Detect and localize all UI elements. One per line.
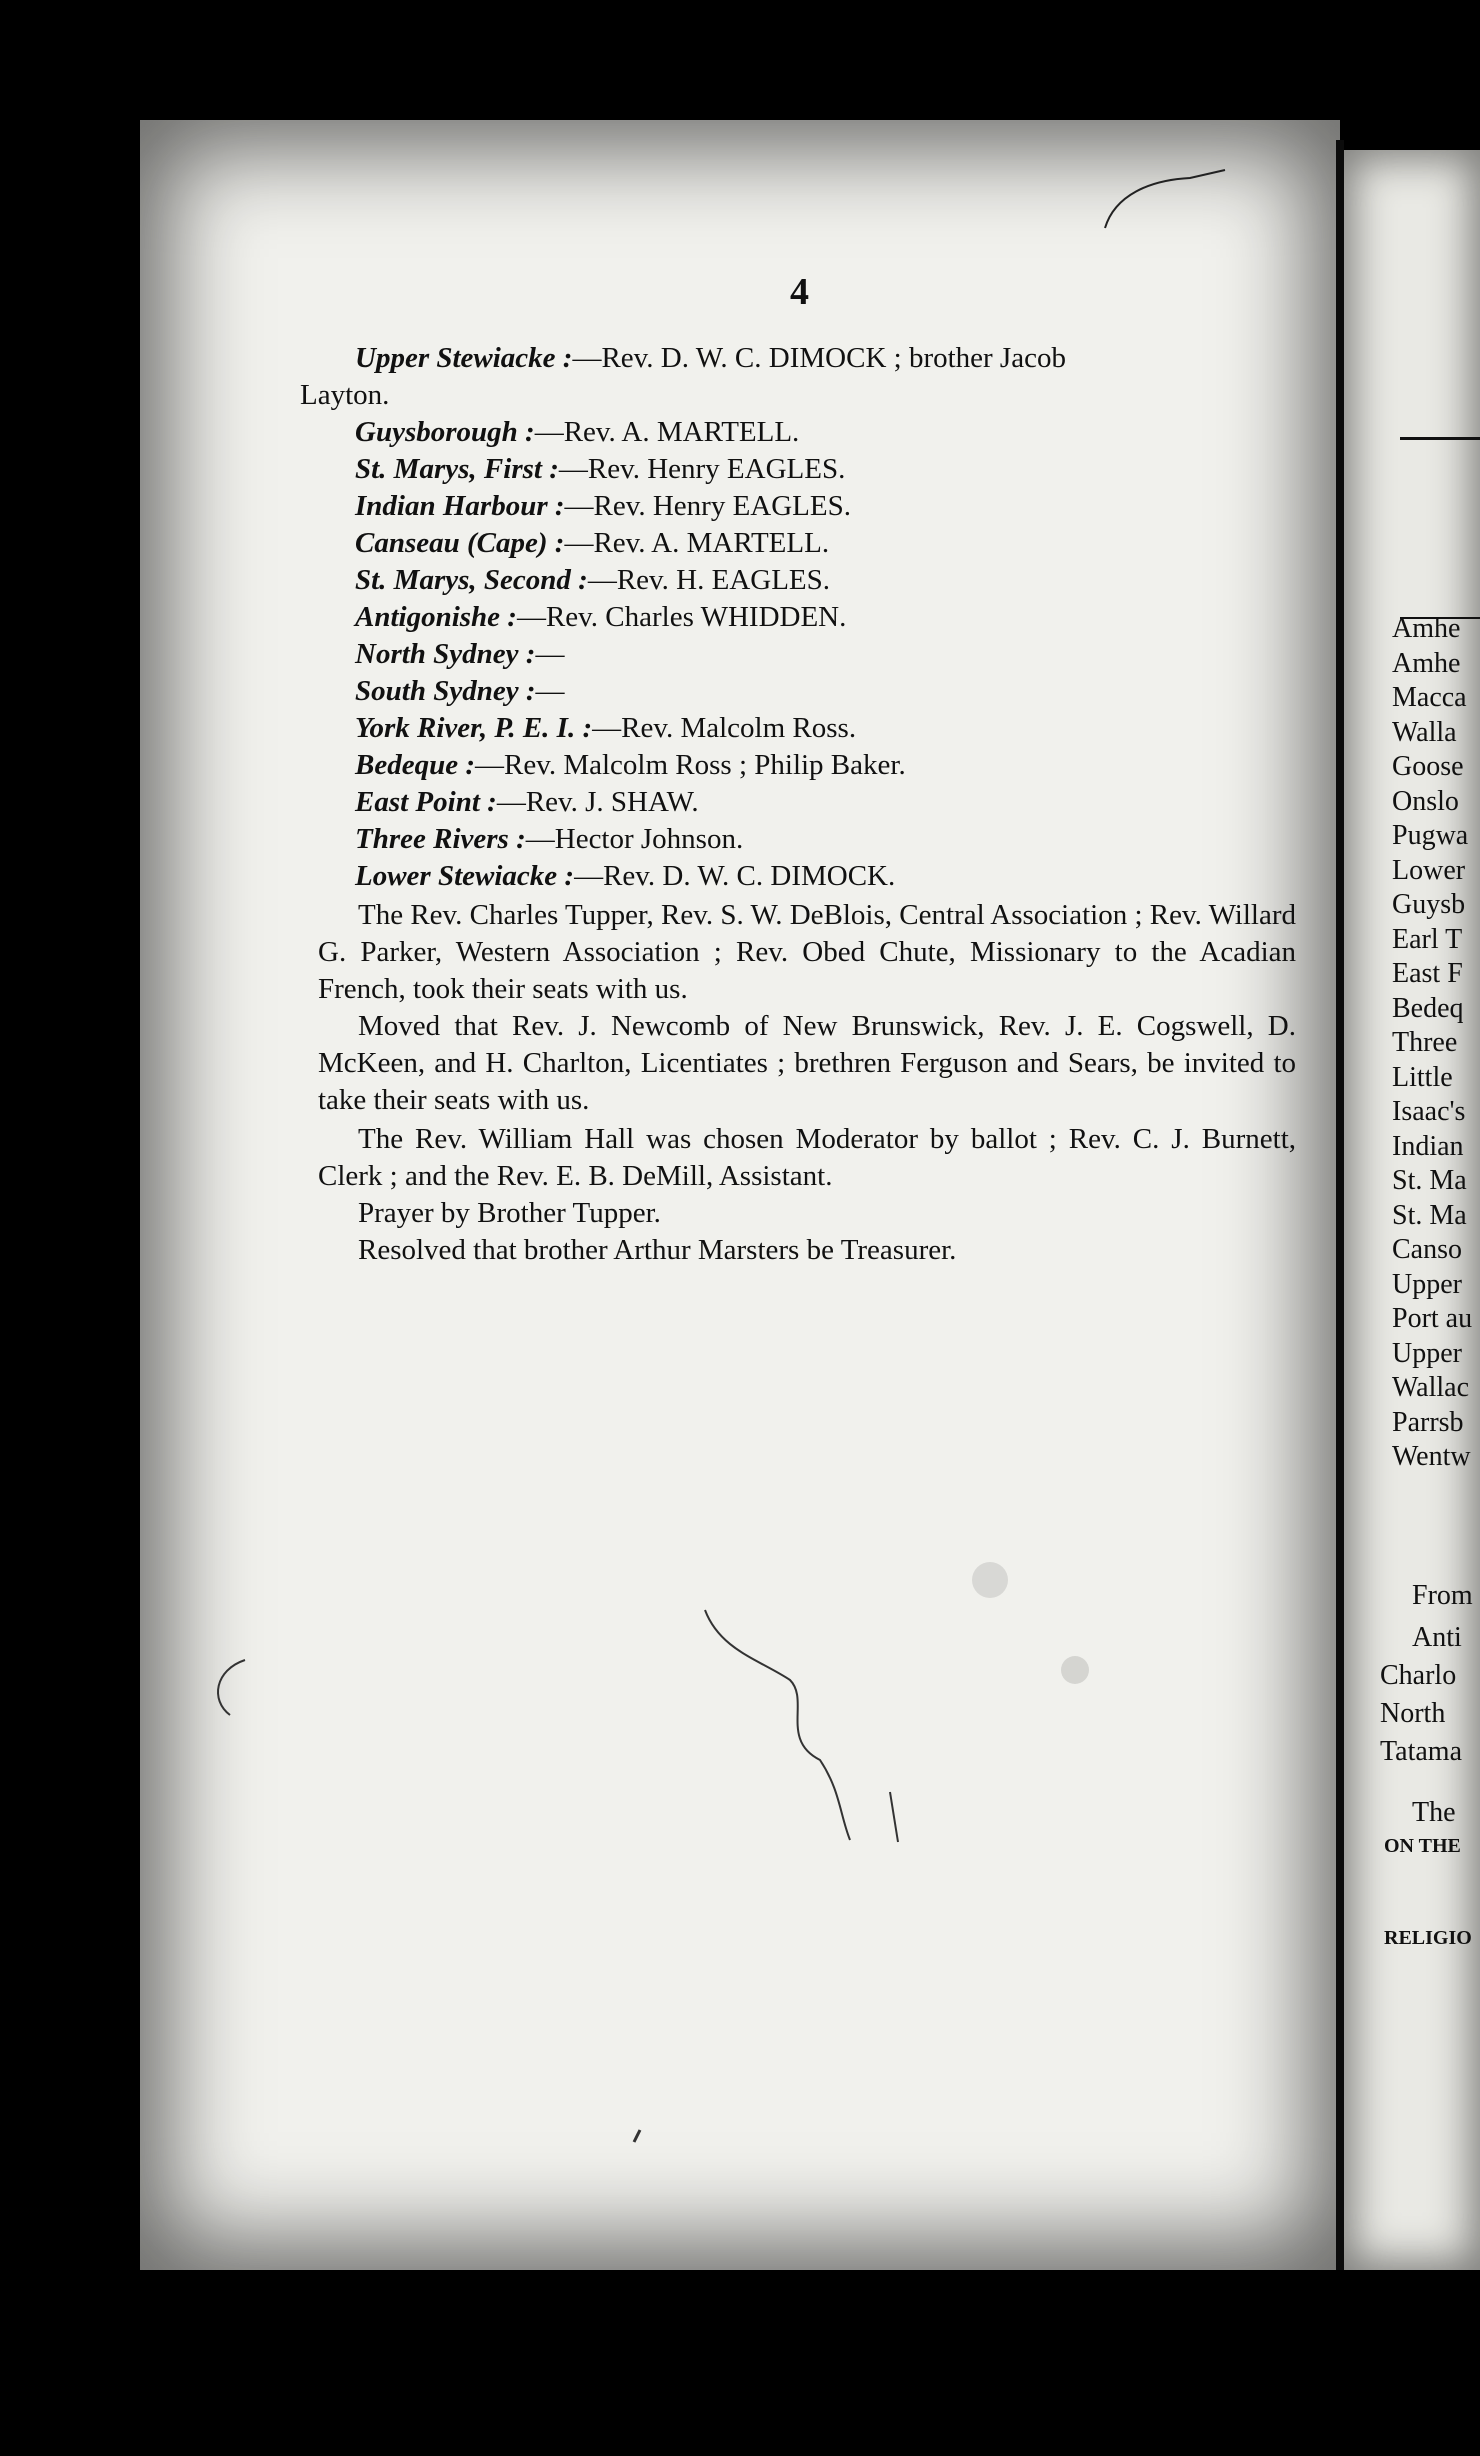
delegate-names: —Rev. D. W. C. DIMOCK ; brother Jacob (572, 342, 1066, 374)
delegate-names: — (535, 675, 565, 707)
right-list-item: Wentw (1392, 1441, 1471, 1472)
right-list-item: St. Ma (1392, 1165, 1467, 1196)
right-list-item: Walla (1392, 716, 1457, 748)
delegate-names: —Rev. A. MARTELL. (564, 527, 830, 559)
right-list-item: Macca (1392, 682, 1467, 713)
right-lower-item: Anti (1412, 1622, 1462, 1653)
church-name: South Sydney : (355, 675, 536, 707)
right-list-item: Indian (1392, 1130, 1464, 1162)
delegate-names: —Rev. J. SHAW. (496, 786, 699, 818)
delegate-names: Layton. (300, 379, 390, 411)
delegate-names: —Rev. Malcolm Ross. (592, 712, 857, 744)
right-list-item: Upper (1392, 1337, 1462, 1369)
right-lower-item: Tatama (1380, 1736, 1462, 1767)
church-name: Three Rivers : (355, 823, 526, 855)
right-lower-item: From (1412, 1580, 1473, 1611)
right-list-item: Little (1392, 1061, 1453, 1093)
delegate-names: —Rev. Charles WHIDDEN. (516, 601, 847, 633)
right-lower-item: ON THE (1384, 1835, 1461, 1857)
right-list-item: Pugwa (1392, 820, 1469, 851)
paragraph-motion: Moved that Rev. J. Newcomb of New Brunswick, Rev. J. E. Cogswell, D. McKeen, and H. Charlton, Licentiates ; brethren Ferguson and Sears, be invited to take their seats with us. (318, 1010, 1296, 1116)
paragraph-prayer: Prayer by Brother Tupper. (358, 1197, 661, 1229)
right-list-item: Onslo (1392, 785, 1459, 817)
right-list-item: Bedeq (1392, 992, 1464, 1024)
church-name: Antigonishe : (355, 601, 517, 633)
delegate-names: —Rev. Henry EAGLES. (558, 453, 846, 485)
church-name: York River, P. E. I. : (355, 712, 593, 744)
right-list-item: Guysb (1392, 889, 1466, 920)
delegate-names: —Hector Johnson. (525, 823, 744, 855)
church-name: Canseau (Cape) : (355, 527, 565, 559)
church-name: North Sydney : (355, 638, 536, 670)
right-list-item: Goose (1392, 751, 1464, 782)
church-name: Lower Stewiacke : (355, 860, 575, 892)
right-list-item: East F (1392, 958, 1463, 989)
right-list-item: Lower (1392, 854, 1466, 886)
right-list-item: Isaac's (1392, 1096, 1466, 1127)
right-lower-item: RELIGIO (1384, 1927, 1472, 1949)
right-list-item: Amhe (1392, 613, 1461, 644)
right-list-item: Earl T (1392, 923, 1463, 955)
right-list-item: Three (1392, 1027, 1458, 1058)
paragraph-moderator: The Rev. William Hall was chosen Moderator by ballot ; Rev. C. J. Burnett, Clerk ; and the Rev. E. B. DeMill, Assistant. (318, 1123, 1296, 1192)
right-lower-item: North (1380, 1698, 1446, 1729)
delegate-names: — (535, 638, 565, 670)
right-list-item: Upper (1392, 1268, 1462, 1300)
right-lower-item: Charlo (1380, 1660, 1457, 1691)
paragraph-delegates: The Rev. Charles Tupper, Rev. S. W. DeBlois, Central Association ; Rev. Willard G. Parker, Western Association ; Rev. Obed Chute, Missionary to the Acadian French, took their seats with us. (318, 899, 1296, 1005)
delegate-names: —Rev. H. EAGLES. (587, 564, 831, 596)
church-name: Bedeque : (355, 749, 475, 781)
delegate-names: —Rev. Henry EAGLES. (564, 490, 851, 522)
right-list-item: Amhe (1392, 647, 1461, 679)
church-name: Indian Harbour : (355, 490, 565, 522)
right-list-item: Parrsb (1392, 1406, 1464, 1438)
delegate-names: —Rev. A. MARTELL. (534, 416, 800, 448)
church-name: St. Marys, First : (355, 453, 559, 485)
right-list-item: Port au (1392, 1303, 1473, 1334)
delegate-names: —Rev. D. W. C. DIMOCK. (574, 860, 896, 892)
right-lower-item: The (1412, 1797, 1456, 1828)
right-list-item: Wallac (1392, 1372, 1470, 1403)
church-name: Guysborough : (355, 416, 535, 448)
church-name: East Point : (355, 786, 497, 818)
right-list-item: Canso (1392, 1234, 1462, 1265)
church-name: St. Marys, Second : (355, 564, 588, 596)
church-name: Upper Stewiacke : (355, 342, 573, 374)
page-number: 4 (790, 271, 809, 313)
paragraph-treasurer: Resolved that brother Arthur Marsters be Treasurer. (358, 1234, 957, 1266)
right-list-item: St. Ma (1392, 1199, 1467, 1231)
delegate-names: —Rev. Malcolm Ross ; Philip Baker. (475, 749, 906, 781)
